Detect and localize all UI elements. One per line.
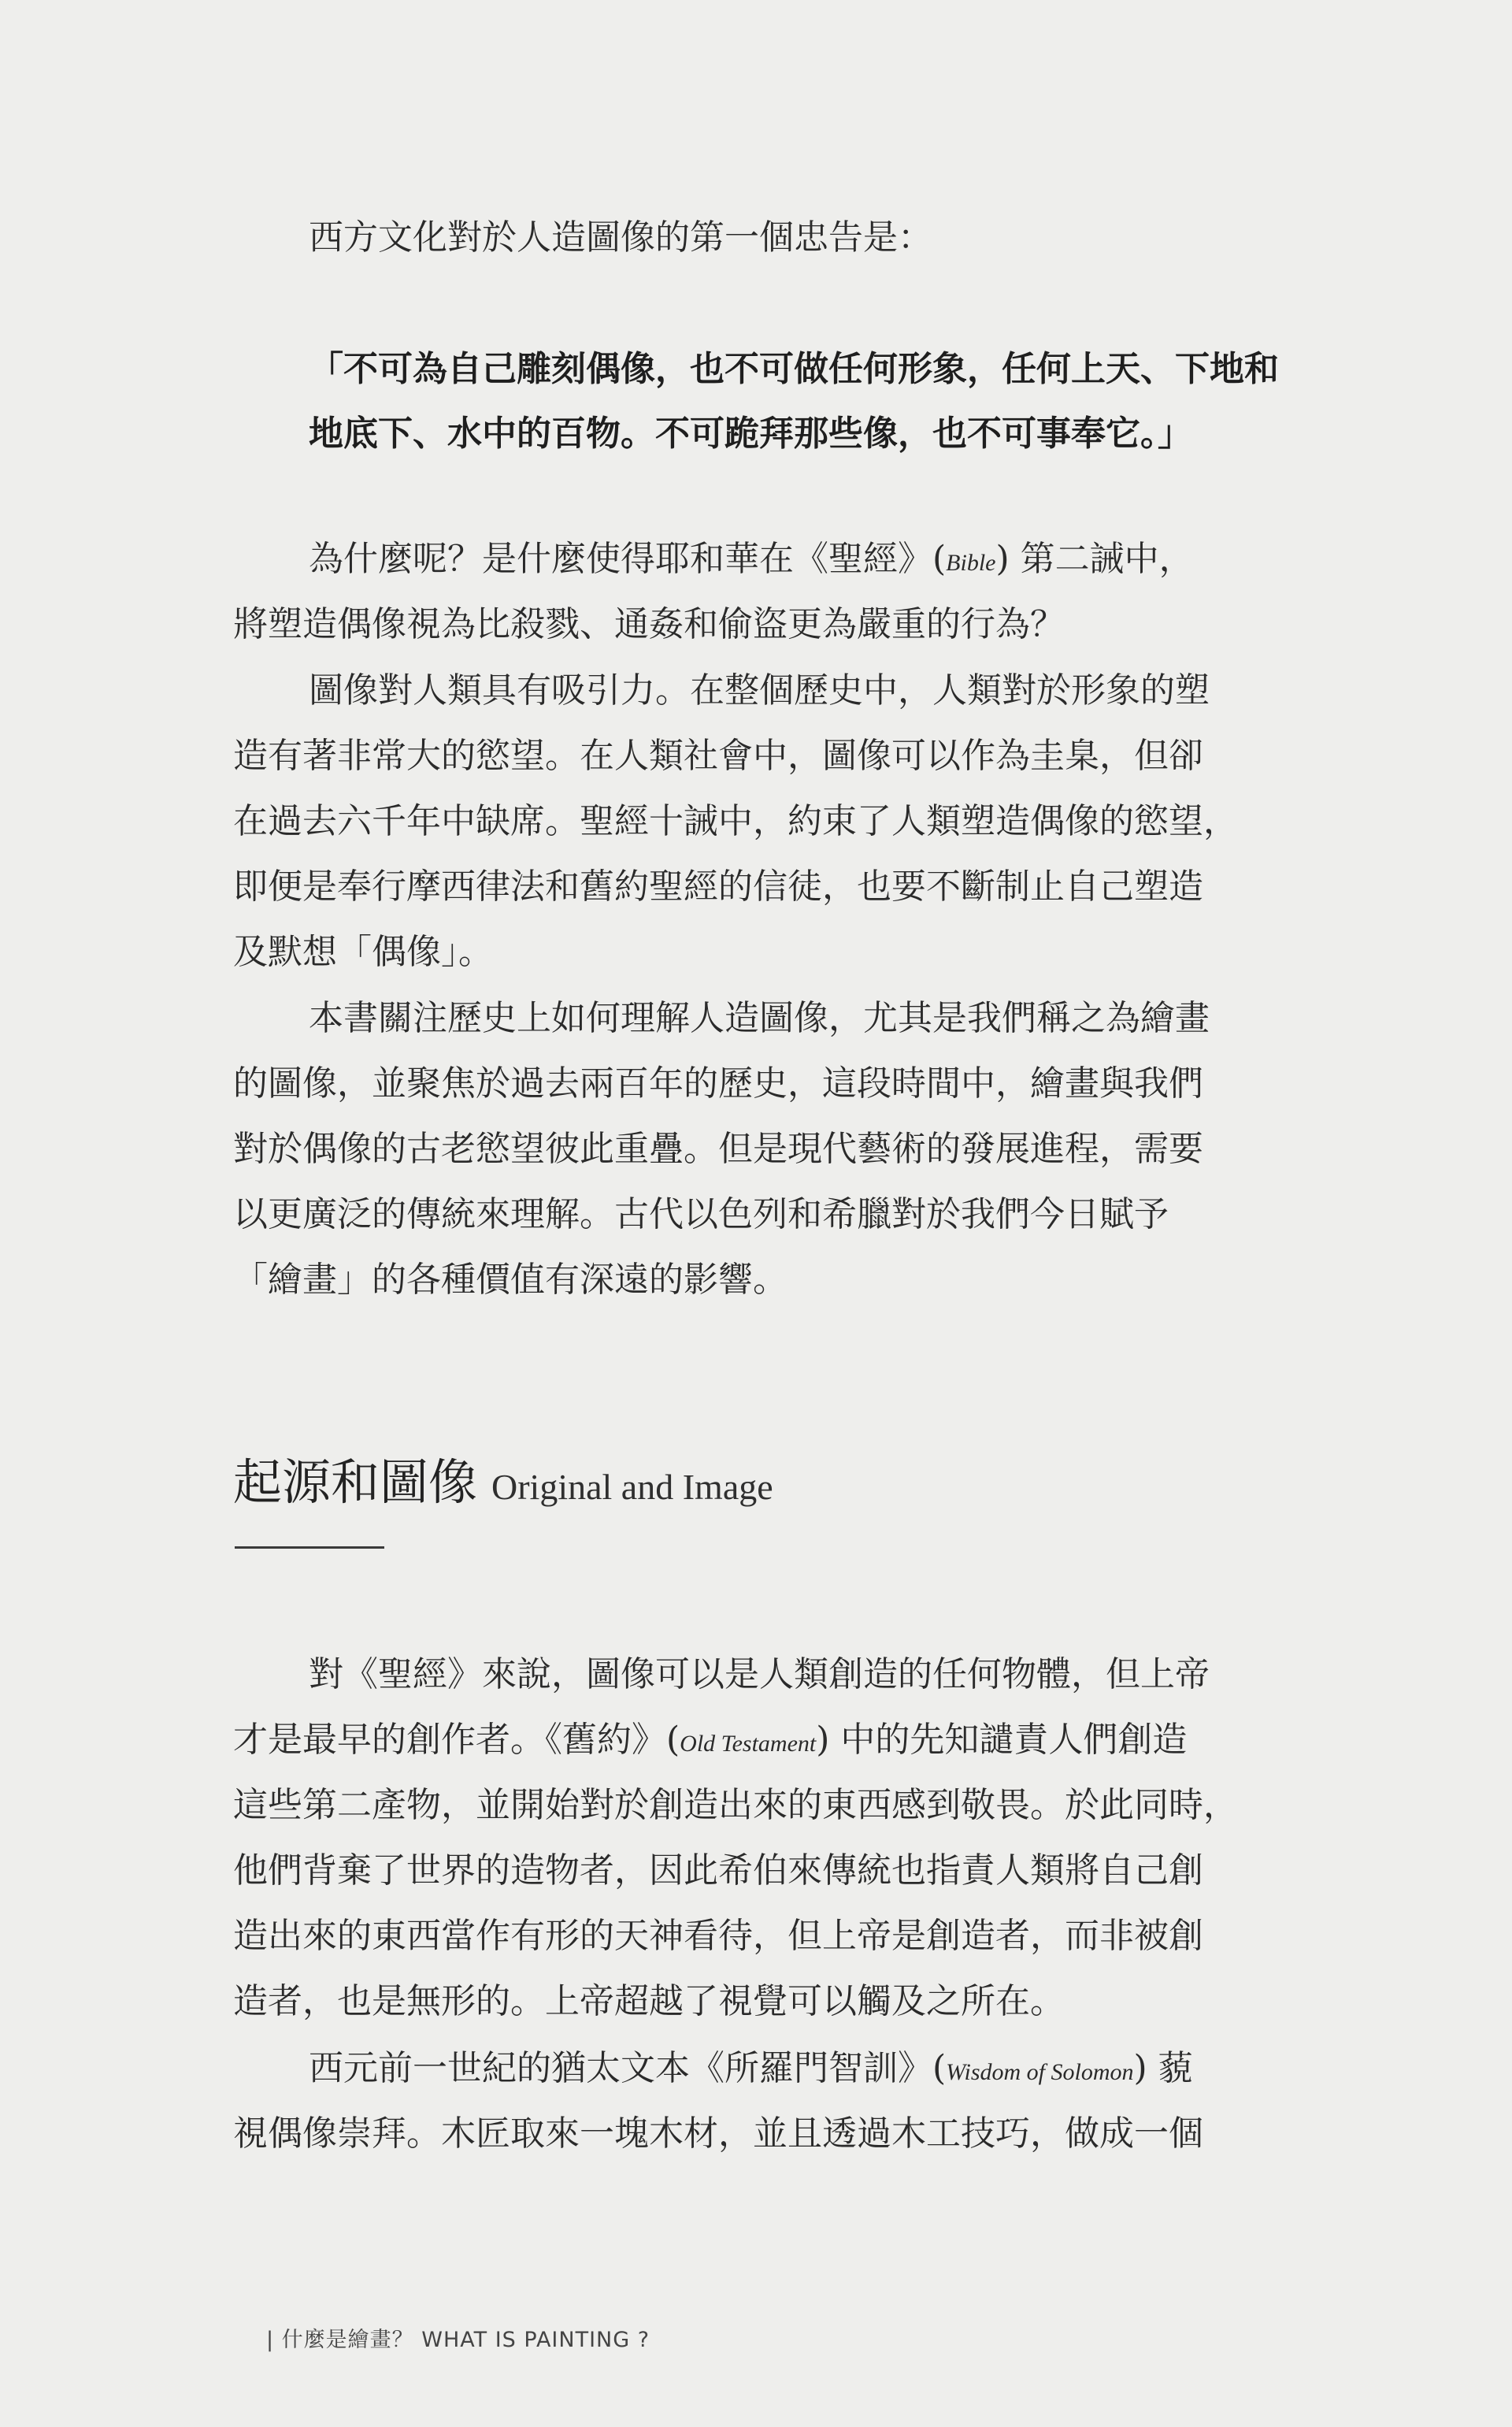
- intro-line: 西方文化對於人造圖像的第一個忠告是：: [309, 217, 932, 258]
- paragraph: [233, 1642, 1367, 2034]
- paragraph-line: 對於偶像的古老慾望彼此重疊。但是現代藝術的發展進程，需要: [233, 1129, 1203, 1169]
- text-run: 為什麼呢？是什麼使得耶和華在《聖經》(: [309, 539, 947, 579]
- italic-term: Old Testament: [680, 1731, 817, 1757]
- paragraph: [233, 985, 1367, 1312]
- italic-term: Bible: [946, 550, 996, 576]
- paragraph-line: 及默想「偶像」。: [233, 932, 493, 972]
- quote-line: 地底下、水中的百物。不可跪拜那些像，也不可事奉它。」: [309, 414, 1192, 454]
- running-footer: | 什麼是繪畫？ WHAT IS PAINTING ?: [266, 2328, 650, 2352]
- heading-underline: [235, 1546, 384, 1549]
- paragraph-line: 造有著非常大的慾望。在人類社會中，圖像可以作為圭臬，但卻: [233, 736, 1203, 776]
- paragraph-line: 以更廣泛的傳統來理解。古代以色列和希臘對於我們今日賦予: [233, 1194, 1169, 1234]
- commandment-quote: [309, 337, 1372, 466]
- paragraph-line: 對《聖經》來說，圖像可以是人類創造的任何物體，但上帝: [309, 1654, 1210, 1694]
- paragraph-line: 即便是奉行摩西律法和舊約聖經的信徒，也要不斷制止自己塑造: [233, 867, 1203, 907]
- paragraph-line: 他們背棄了世界的造物者，因此希伯來傳統也指責人類將自己創: [233, 1850, 1203, 1891]
- paragraph-line: 造者，也是無形的。上帝超越了視覺可以觸及之所在。: [233, 1981, 1065, 2021]
- paragraph-line: [233, 526, 1367, 592]
- paragraph-line: [233, 1707, 1367, 1772]
- paragraph-line: 在過去六千年中缺席。聖經十誡中，約束了人類塑造偶像的慾望，: [233, 801, 1238, 841]
- paragraph-line: 本書關注歷史上如何理解人造圖像，尤其是我們稱之為繪畫: [309, 998, 1210, 1038]
- paragraph-line: 圖像對人類具有吸引力。在整個歷史中，人類對於形象的塑: [309, 670, 1210, 711]
- section-title-en: Original and Image: [491, 1467, 773, 1507]
- quote-line: 「不可為自己雕刻偶像，也不可做任何形象，任何上天、下地和: [309, 349, 1279, 389]
- section-title-zh: 起源和圖像: [233, 1453, 478, 1511]
- paragraph: [233, 2035, 1367, 2166]
- paragraph: [233, 526, 1367, 657]
- paragraph-line: 「繪畫」的各種價值有深遠的影響。: [233, 1260, 788, 1300]
- text-run: ) 第二誡中，: [995, 539, 1194, 579]
- paragraph: [233, 658, 1367, 985]
- text-run: 西元前一世紀的猶太文本《所羅門智訓》(: [309, 2048, 947, 2088]
- paragraph-line: [233, 2035, 1367, 2101]
- text-run: ) 藐: [1133, 2048, 1193, 2088]
- paragraph-line: 的圖像，並聚焦於過去兩百年的歷史，這段時間中，繪畫與我們: [233, 1063, 1203, 1104]
- text-run: ) 中的先知譴責人們創造: [816, 1720, 1188, 1760]
- section-heading: [233, 1443, 773, 1513]
- text-run: 才是最早的創作者。《舊約》(: [233, 1720, 680, 1760]
- italic-term: Wisdom of Solomon: [946, 2059, 1134, 2085]
- paragraph-line: 造出來的東西當作有形的天神看待，但上帝是創造者，而非被創: [233, 1916, 1203, 1956]
- paragraph-line: 這些第二產物，並開始對於創造出來的東西感到敬畏。於此同時，: [233, 1785, 1238, 1825]
- paragraph-line: 將塑造偶像視為比殺戮、通姦和偷盜更為嚴重的行為？: [233, 604, 1065, 644]
- paragraph-line: 視偶像崇拜。木匠取來一塊木材，並且透過木工技巧，做成一個: [233, 2113, 1203, 2154]
